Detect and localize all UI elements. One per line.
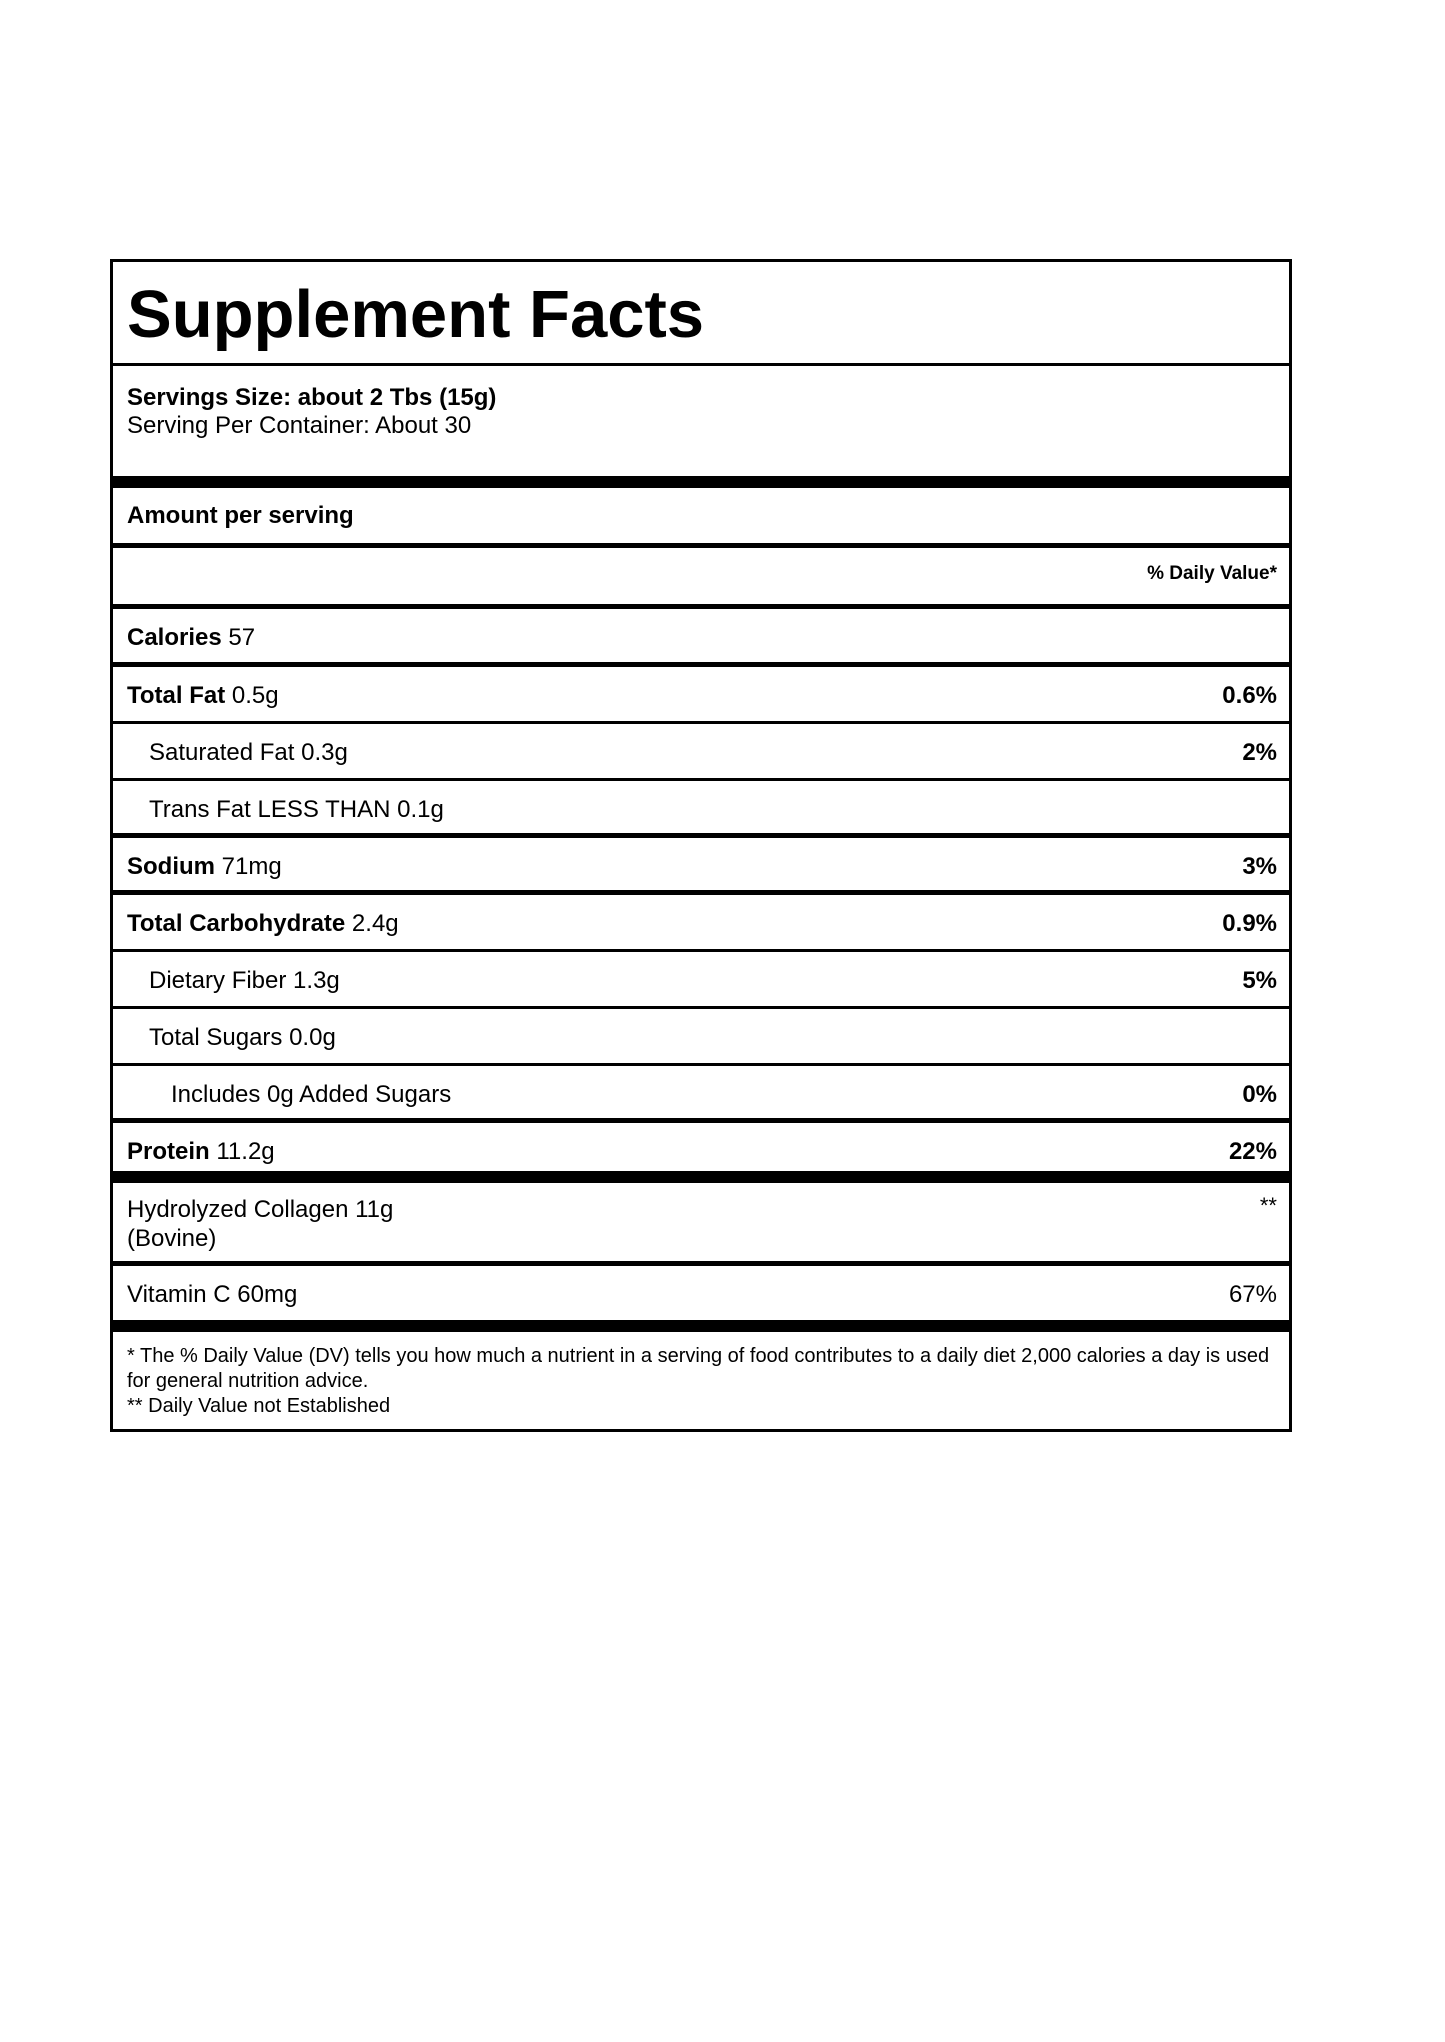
supplement-name-line2: (Bovine) [127,1225,217,1252]
daily-value-header: % Daily Value* [1147,563,1277,584]
supplement-row-collagen [113,1183,1289,1266]
nutrient-row-dietary-fiber [113,952,1289,1009]
nutrient-name [149,796,444,824]
nutrient-name [149,739,348,767]
nutrient-name [127,853,282,881]
supplement-facts-panel [110,259,1292,1432]
nutrient-label: Total Carbohydrate [127,910,346,937]
nutrient-daily-value: 2% [1242,739,1277,766]
nutrient-name [127,910,399,938]
nutrient-amount: 71mg [221,853,282,880]
calories-value: 57 [228,624,256,651]
nutrient-label: Trans Fat [149,796,251,823]
servings-per-container: Serving Per Container: About 30 [127,412,472,439]
calories-label [127,624,255,652]
supplement-name: Vitamin C 60mg [127,1281,298,1308]
nutrient-daily-value: 3% [1242,853,1277,880]
supplement-daily-value: ** [1259,1193,1277,1218]
nutrient-row-sodium [113,838,1289,895]
panel-title: Supplement Facts [127,277,705,352]
nutrient-name [127,682,279,710]
nutrient-row-trans-fat [113,781,1289,838]
calories-row [113,609,1289,667]
nutrient-row-total-fat [113,667,1289,724]
nutrient-label: Dietary Fiber [149,967,287,994]
nutrient-name [149,1024,336,1052]
serving-info-section [113,366,1289,488]
nutrient-amount: 11.2g [216,1138,275,1165]
nutrient-row-added-sugars [113,1066,1289,1123]
nutrient-label: Sodium [127,853,215,880]
footnotes-section [113,1332,1289,1429]
calories-name: Calories [127,624,222,651]
nutrient-row-saturated-fat [113,724,1289,781]
nutrient-row-total-sugars [113,1009,1289,1066]
serving-size: Servings Size: about 2 Tbs (15g) [127,384,497,411]
nutrient-daily-value: 0.6% [1222,682,1277,709]
nutrient-daily-value: 0% [1242,1081,1277,1108]
title-section [113,262,1289,366]
nutrient-name [149,967,340,995]
nutrient-amount: LESS THAN 0.1g [257,796,444,823]
nutrient-daily-value: 0.9% [1222,910,1277,937]
nutrient-amount: 2.4g [351,910,399,937]
nutrient-label: Total Sugars [149,1024,283,1051]
nutrient-amount: 0.5g [231,682,279,709]
amount-per-serving-section [113,488,1289,548]
nutrient-row-protein [113,1123,1289,1183]
nutrient-daily-value: 5% [1242,967,1277,994]
supplement-name-line1: Hydrolyzed Collagen 11g [127,1196,394,1223]
daily-value-header-section [113,548,1289,609]
nutrient-amount: 1.3g [293,967,340,994]
nutrient-name [127,1138,275,1166]
nutrient-daily-value: 22% [1228,1138,1277,1165]
nutrient-amount: 0.0g [289,1024,336,1051]
footnote-not-established: ** Daily Value not Established [127,1395,391,1417]
footnote-daily-value: * The % Daily Value (DV) tells you how much a nutrient in a serving of food contributes to a daily diet 2,000 calories a day is used for general nutrition advice. [127,1345,1270,1392]
nutrient-amount: 0.3g [301,739,348,766]
supplement-name [127,1195,527,1253]
nutrient-row-total-carbohydrate [113,895,1289,952]
amount-per-serving-label: Amount per serving [127,502,354,529]
nutrient-label: Saturated Fat [149,739,295,766]
nutrient-label: Total Fat [127,682,226,709]
nutrient-label: Includes 0g Added Sugars [171,1081,452,1108]
supplement-row-vitamin-c [113,1266,1289,1332]
supplement-daily-value: 67% [1228,1281,1277,1308]
nutrient-name [171,1081,451,1109]
nutrient-label: Protein [127,1138,210,1165]
